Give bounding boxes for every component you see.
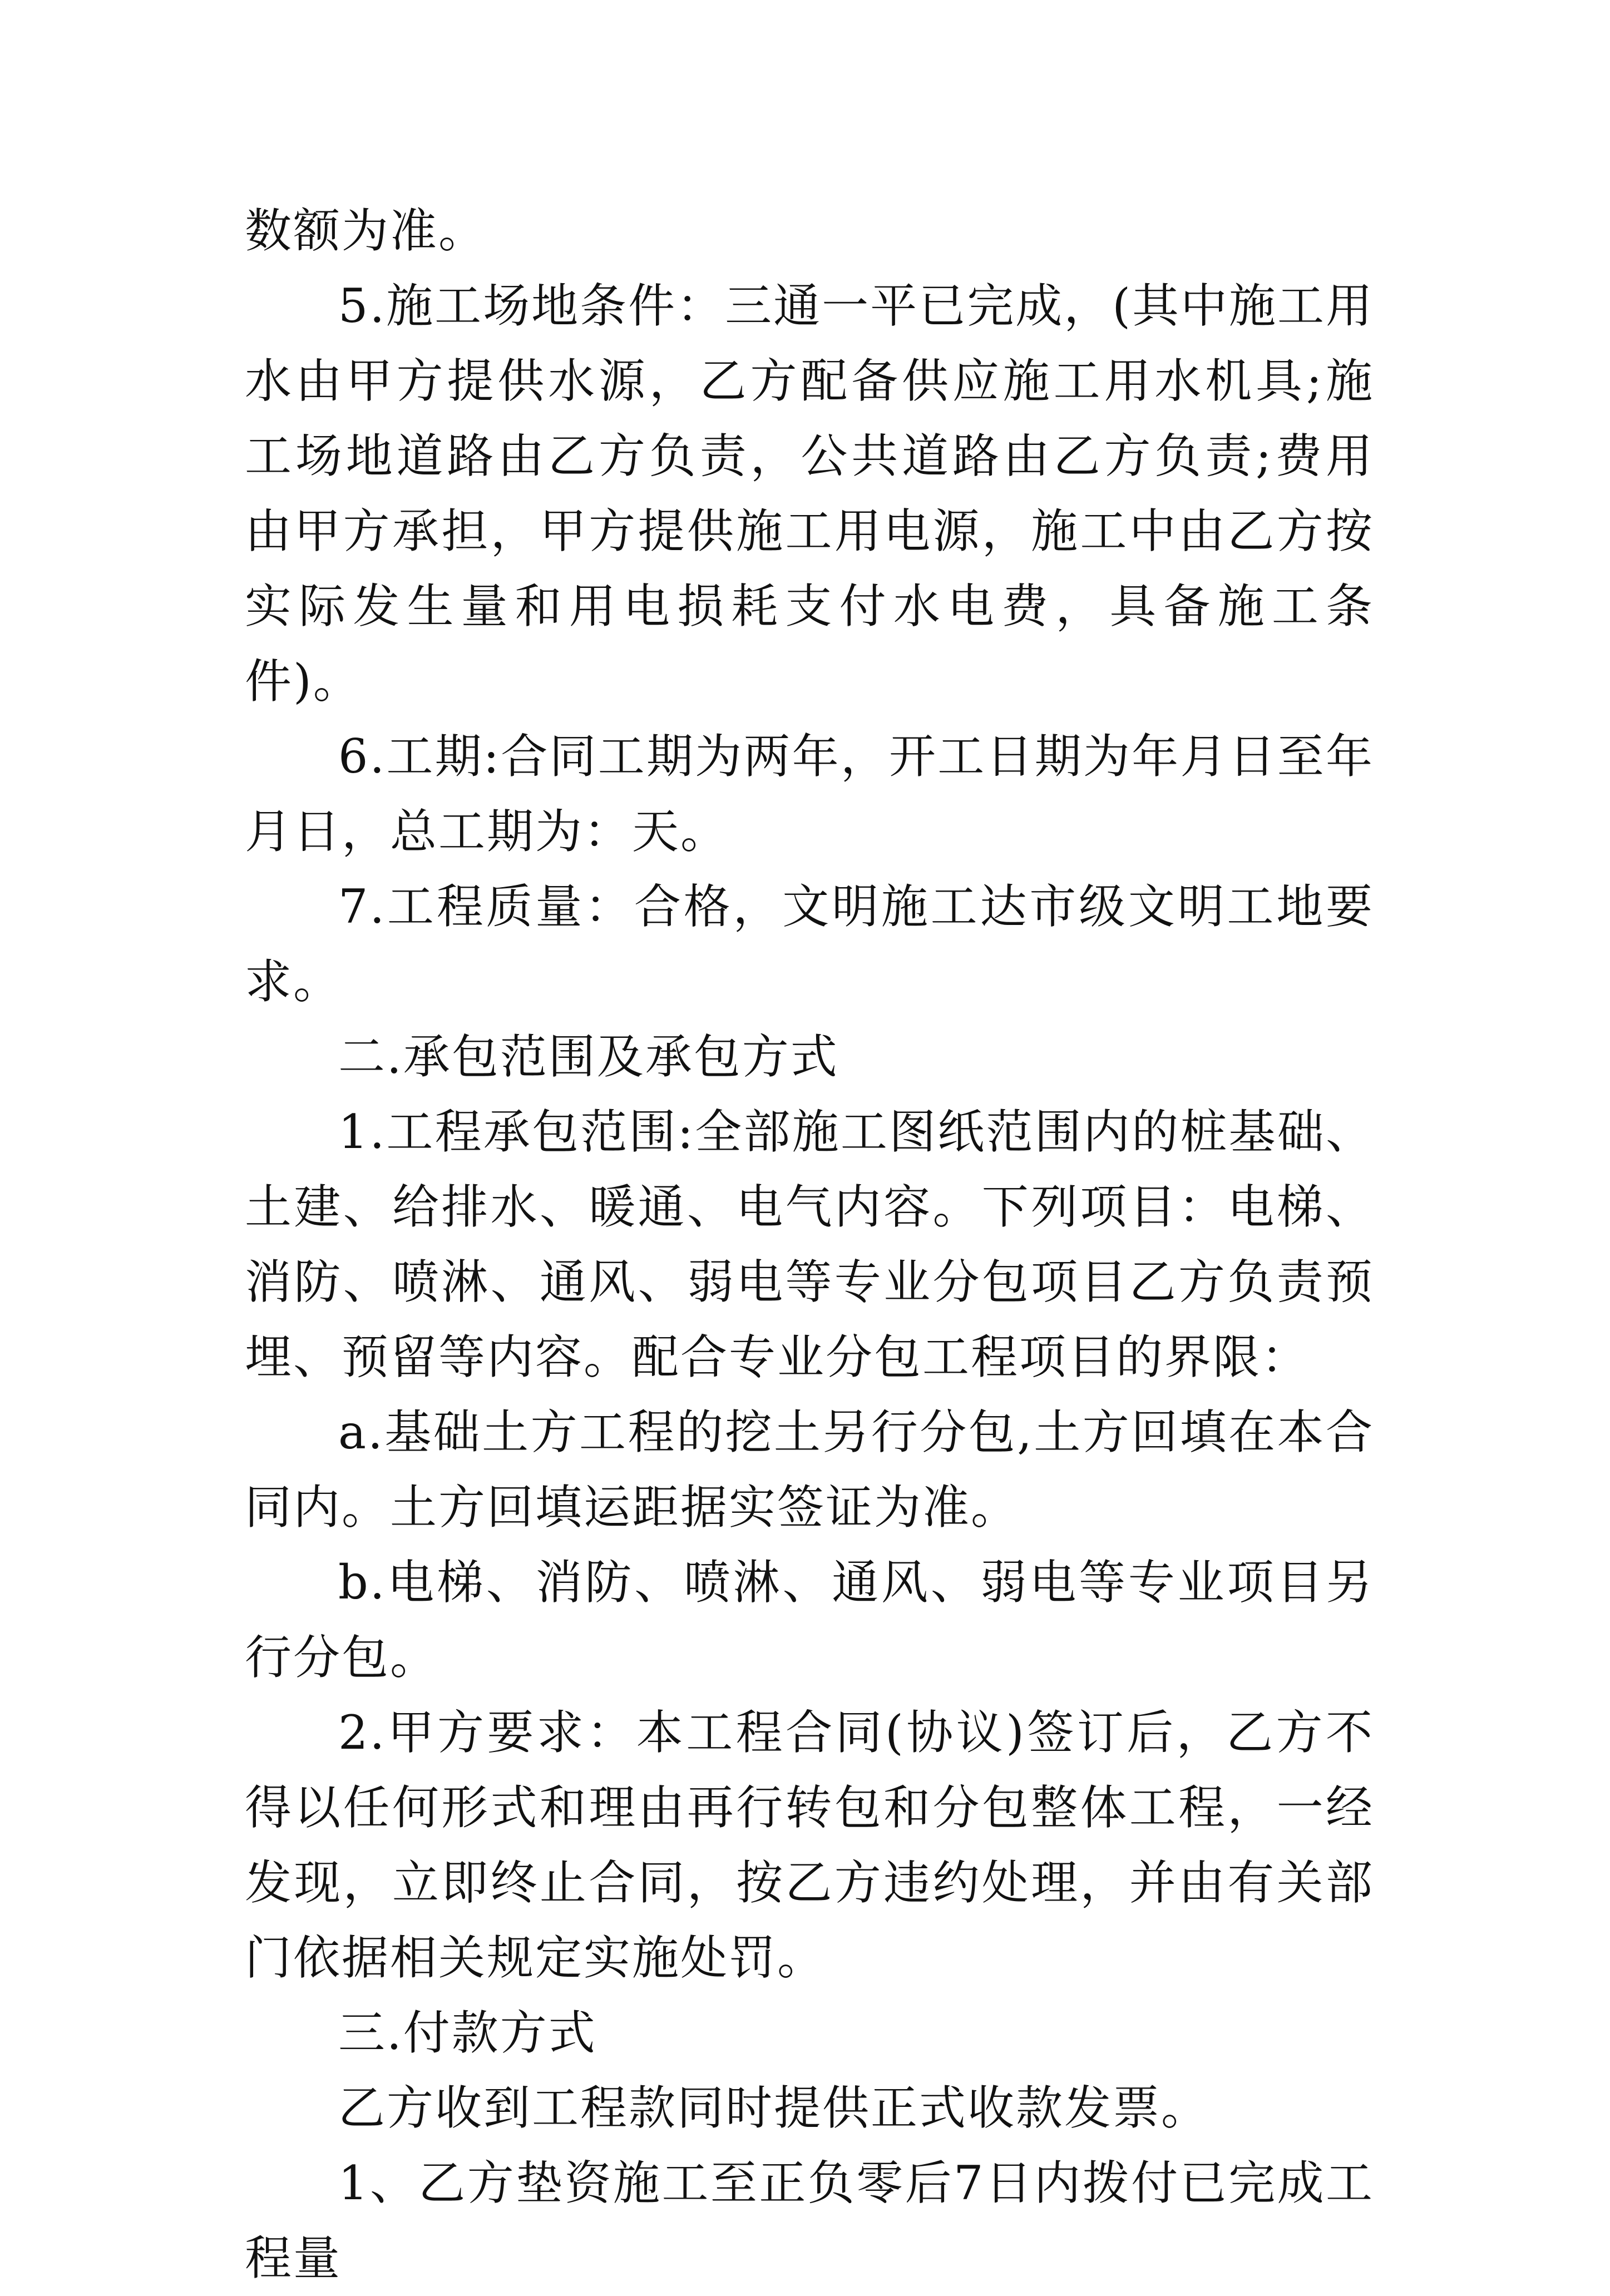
paragraph-payment-1: 1、乙方垫资施工至正负零后7日内拨付已完成工程量 — [245, 2156, 1374, 2285]
section-heading-payment: 三.付款方式 — [338, 2006, 597, 2060]
paragraph-scope: 1.工程承包范围:全部施工图纸范围内的桩基础、土建、给排水、暖通、电气内容。下列项目：电梯、消防、喷淋、通风、弱电等专业分包项目乙方负责预埋、预留等内容。配合专业分包工程项目的界限： — [245, 1105, 1374, 1384]
paragraph-requirements: 2.甲方要求：本工程合同(协议)签订后，乙方不得以任何形式和理由再行转包和分包整体工程，一经发现，立即终止合同，按乙方违约处理，并由有关部门依据相关规定实施处罚。 — [245, 1705, 1374, 1985]
section-heading-scope: 二.承包范围及承包方式 — [338, 1030, 839, 1084]
paragraph-continuation: 数额为准。 — [245, 204, 487, 258]
paragraph-scope-a: a.基础土方工程的挖土另行分包,土方回填在本合同内。土方回填运距据实签证为准。 — [245, 1405, 1374, 1535]
paragraph-invoice: 乙方收到工程款同时提供正式收款发票。 — [338, 2081, 1210, 2135]
paragraph-quality: 7.工程质量：合格，文明施工达市级文明工地要求。 — [245, 879, 1374, 1009]
paragraph-schedule: 6.工期:合同工期为两年，开工日期为年月日至年月日，总工期为：天。 — [245, 729, 1374, 859]
paragraph-scope-b: b.电梯、消防、喷淋、通风、弱电等专业项目另行分包。 — [245, 1555, 1374, 1685]
paragraph-site-conditions: 5.施工场地条件：三通一平已完成，(其中施工用水由甲方提供水源，乙方配备供应施工用水机具;施工场地道路由乙方负责，公共道路由乙方负责;费用由甲方承担，甲方提供施工用电源，施工中由乙方按实际发生量和用电损耗支付水电费，具备施工条件)。 — [245, 279, 1374, 709]
document-body — [245, 194, 1374, 2296]
